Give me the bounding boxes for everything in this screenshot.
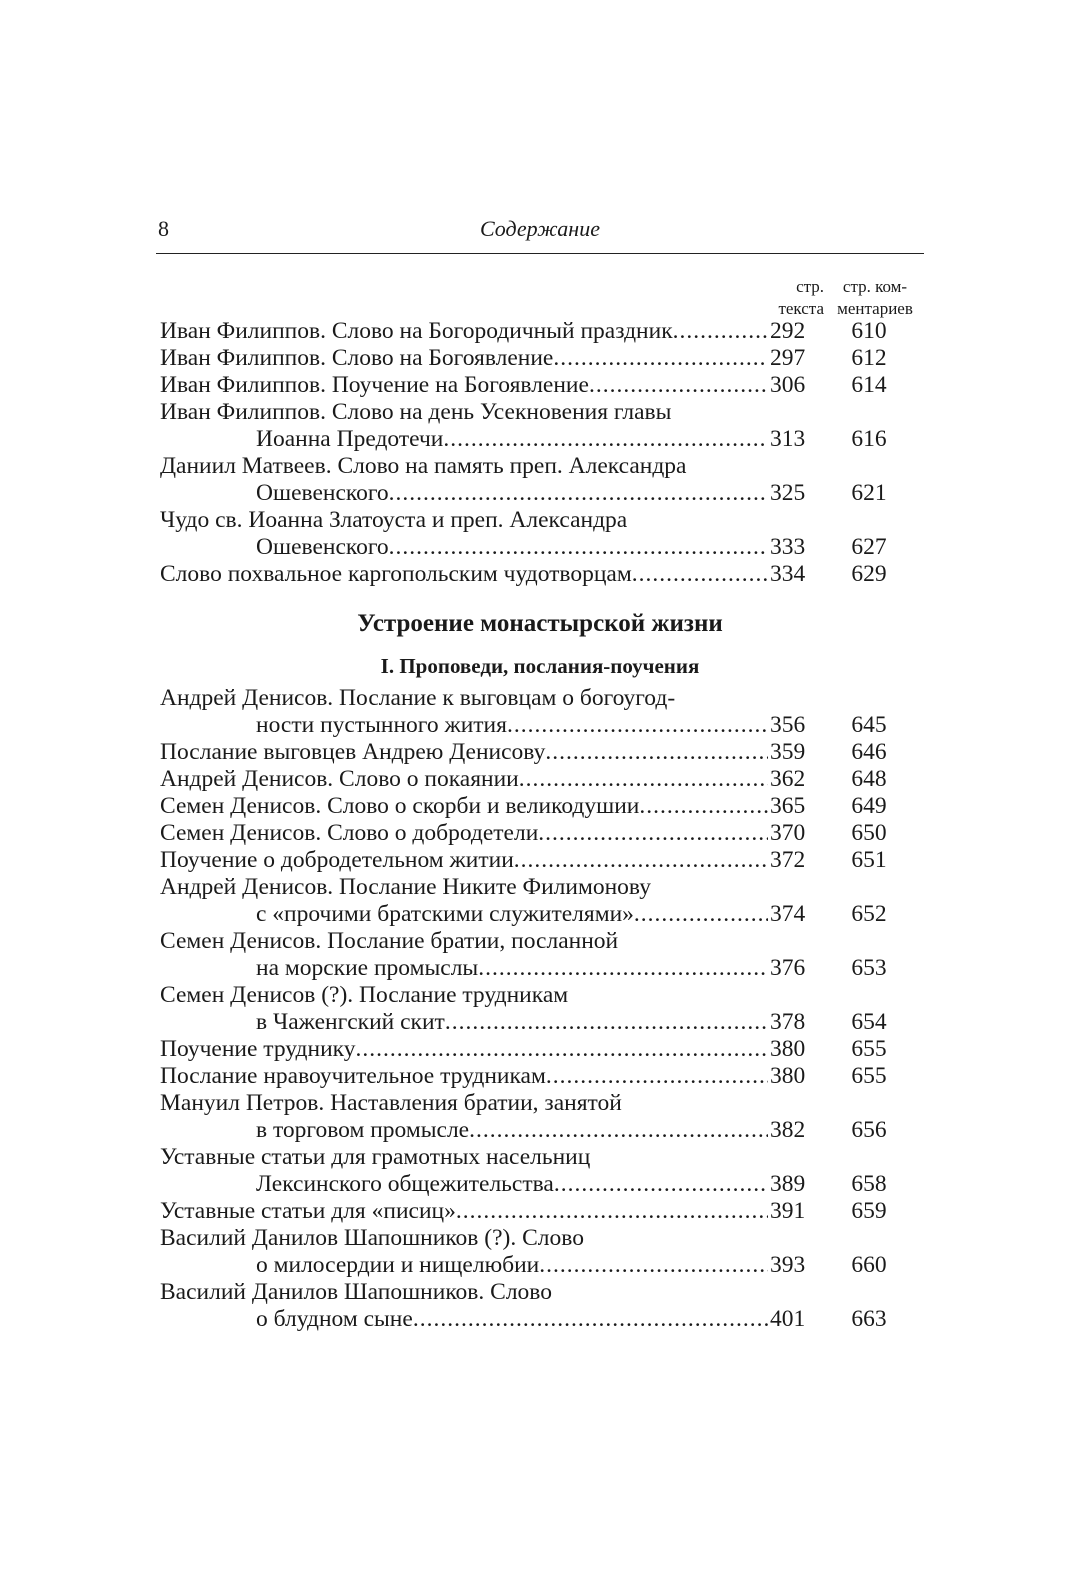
section-title: Устроение монастырской жизни xyxy=(357,610,723,637)
toc-entry-title: Поучение о добродетельном житии xyxy=(160,847,514,873)
text-page-number: 374 xyxy=(770,901,806,927)
comment-page-number: 614 xyxy=(851,372,887,398)
toc-entry-last-line xyxy=(160,739,930,766)
toc-entry-last-line xyxy=(160,793,930,820)
dot-leader xyxy=(356,1036,769,1063)
dot-leader xyxy=(519,766,768,793)
comment-page-number: 660 xyxy=(851,1252,887,1278)
toc-entry-title: Ошевенского xyxy=(256,480,389,506)
toc-entry-last-line xyxy=(160,426,930,453)
dot-leader xyxy=(539,1252,768,1279)
dot-leader xyxy=(469,1117,768,1144)
toc-entry-last-line xyxy=(160,318,930,345)
dot-leader xyxy=(545,739,768,766)
text-page-number: 365 xyxy=(770,793,806,819)
toc-entry-last-line xyxy=(160,1009,930,1036)
dot-leader xyxy=(673,318,768,345)
comment-page-number: 651 xyxy=(851,847,887,873)
toc-entry-title: Семен Денисов. Слово о добродетели xyxy=(160,820,539,846)
text-page-number: 391 xyxy=(770,1198,806,1224)
comment-page-number: 610 xyxy=(851,318,887,344)
dot-leader xyxy=(538,820,768,847)
column-head-comment-pages xyxy=(822,276,928,320)
text-page-number: 297 xyxy=(770,345,806,371)
comment-page-number: 627 xyxy=(851,534,887,560)
toc-entry xyxy=(160,561,930,588)
toc-entry-line xyxy=(160,507,930,534)
toc-entry xyxy=(160,685,930,739)
toc-entry-title: в Чаженгский скит xyxy=(256,1009,445,1035)
dot-leader xyxy=(413,1306,768,1333)
text-page-number: 370 xyxy=(770,820,806,846)
toc-entry xyxy=(160,847,930,874)
toc-entry-last-line xyxy=(160,955,930,982)
toc-entry-last-line xyxy=(160,820,930,847)
text-page-number: 313 xyxy=(770,426,806,452)
comment-page-number: 612 xyxy=(851,345,887,371)
toc-entry-last-line xyxy=(160,534,930,561)
toc-entry-title: Послание нравоучительное трудникам xyxy=(160,1063,546,1089)
toc-entry-last-line xyxy=(160,1198,930,1225)
toc-entry-title: Послание выговцев Андрею Денисову xyxy=(160,739,546,765)
running-title: Содержание xyxy=(479,216,600,241)
comment-page-number: 649 xyxy=(851,793,887,819)
text-page-number: 292 xyxy=(770,318,806,344)
text-page-number: 372 xyxy=(770,847,806,873)
text-page-number: 382 xyxy=(770,1117,806,1143)
dot-leader xyxy=(445,1009,768,1036)
text-page-number: 389 xyxy=(770,1171,806,1197)
toc-entry-last-line xyxy=(160,712,930,739)
toc-entry xyxy=(160,1279,930,1333)
toc-entry-title: Василий Данилов Шапошников (?). Слово xyxy=(160,1225,584,1251)
toc-entry-title: Семен Денисов. Послание братии, посланной xyxy=(160,928,619,954)
text-page-number: 380 xyxy=(770,1063,806,1089)
column-head-comment-line2: ментариев xyxy=(837,299,913,318)
toc-entry-title: с «прочими братскими служителями» xyxy=(256,901,634,927)
comment-page-number: 654 xyxy=(851,1009,887,1035)
toc-entry xyxy=(160,345,930,372)
toc-group-2 xyxy=(160,685,930,1333)
toc-entry-line xyxy=(160,453,930,480)
comment-page-number: 646 xyxy=(851,739,887,765)
toc-group-1 xyxy=(160,318,930,588)
toc-entry-title: Даниил Матвеев. Слово на память преп. Александра xyxy=(160,453,687,479)
comment-page-number: 650 xyxy=(851,820,887,846)
toc-entry-title: Слово похвальное каргопольским чудотворцам xyxy=(160,561,632,587)
text-page-number: 333 xyxy=(770,534,806,560)
toc-entry-last-line xyxy=(160,1117,930,1144)
dot-leader xyxy=(589,372,768,399)
dot-leader xyxy=(443,426,768,453)
dot-leader xyxy=(554,1171,768,1198)
toc-entry-last-line xyxy=(160,1306,930,1333)
toc-entry xyxy=(160,820,930,847)
comment-page-number: 655 xyxy=(851,1063,887,1089)
toc-entry xyxy=(160,318,930,345)
dot-leader xyxy=(632,561,768,588)
toc-entry-title: Семен Денисов. Слово о скорби и великодушии xyxy=(160,793,640,819)
toc-entry xyxy=(160,982,930,1036)
toc-entry-title: Уставные статьи для грамотных насельниц xyxy=(160,1144,591,1170)
comment-page-number: 652 xyxy=(851,901,887,927)
text-page-number: 325 xyxy=(770,480,806,506)
toc-entry-last-line xyxy=(160,1036,930,1063)
comment-page-number: 616 xyxy=(851,426,887,452)
comment-page-number: 621 xyxy=(851,480,887,506)
toc-entry-line xyxy=(160,1090,930,1117)
comment-page-number: 645 xyxy=(851,712,887,738)
dot-leader xyxy=(546,1063,768,1090)
page-number: 8 xyxy=(158,216,169,241)
text-page-number: 334 xyxy=(770,561,806,587)
toc-entry-last-line xyxy=(160,1063,930,1090)
toc-entry-title: Уставные статьи для «писиц» xyxy=(160,1198,456,1224)
toc-entry xyxy=(160,1225,930,1279)
toc-entry-title: Иван Филиппов. Слово на Богоявление xyxy=(160,345,554,371)
toc-entry-line xyxy=(160,928,930,955)
toc-entry xyxy=(160,453,930,507)
text-page-number: 380 xyxy=(770,1036,806,1062)
toc-entry xyxy=(160,372,930,399)
text-page-number: 378 xyxy=(770,1009,806,1035)
toc-entry-title: ности пустынного жития xyxy=(256,712,507,738)
text-page-number: 359 xyxy=(770,739,806,765)
toc-entry xyxy=(160,793,930,820)
dot-leader xyxy=(389,480,768,507)
dot-leader xyxy=(478,955,768,982)
toc-entry xyxy=(160,928,930,982)
toc-entry-title: Семен Денисов (?). Послание трудникам xyxy=(160,982,569,1008)
toc-entry-title: Лексинского общежительства xyxy=(256,1171,554,1197)
toc-entry-title: о милосердии и нищелюбии xyxy=(256,1252,540,1278)
toc-entry xyxy=(160,1090,930,1144)
text-page-number: 306 xyxy=(770,372,806,398)
toc-entry-line xyxy=(160,982,930,1009)
text-page-number: 401 xyxy=(770,1306,806,1332)
toc-entry-title: Иоанна Предотечи xyxy=(256,426,444,452)
toc-entry-title: Андрей Денисов. Послание к выговцам о богоугод- xyxy=(160,685,676,711)
toc-entry xyxy=(160,507,930,561)
comment-page-number: 656 xyxy=(851,1117,887,1143)
toc-entry-last-line xyxy=(160,1171,930,1198)
toc-entry xyxy=(160,399,930,453)
toc-entry-last-line xyxy=(160,766,930,793)
toc-entry-title: Андрей Денисов. Слово о покаянии xyxy=(160,766,519,792)
toc-entry-last-line xyxy=(160,901,930,928)
toc-entry-line xyxy=(160,1144,930,1171)
column-head-comment-line1: стр. ком- xyxy=(842,277,908,296)
comment-page-number: 648 xyxy=(851,766,887,792)
toc-entry-line xyxy=(160,1225,930,1252)
dot-leader xyxy=(634,901,768,928)
toc-entry xyxy=(160,739,930,766)
toc-entry-title: Василий Данилов Шапошников. Слово xyxy=(160,1279,552,1305)
toc-entry-line xyxy=(160,874,930,901)
toc-entry-title: в торговом промысле xyxy=(256,1117,470,1143)
toc-entry-last-line xyxy=(160,372,930,399)
dot-leader xyxy=(639,793,768,820)
toc-entry-title: Андрей Денисов. Послание Никите Филимонову xyxy=(160,874,651,900)
text-page-number: 362 xyxy=(770,766,806,792)
comment-page-number: 655 xyxy=(851,1036,887,1062)
toc-entry-title: Мануил Петров. Наставления братии, занятой xyxy=(160,1090,622,1116)
toc-entry-title: Ошевенского xyxy=(256,534,389,560)
toc-entry-title: Иван Филиппов. Поучение на Богоявление xyxy=(160,372,589,398)
comment-page-number: 658 xyxy=(851,1171,887,1197)
section-subtitle: I. Проповеди, послания-поучения xyxy=(380,654,700,678)
toc-entry-line xyxy=(160,399,930,426)
toc-entry xyxy=(160,874,930,928)
toc-entry-last-line xyxy=(160,1252,930,1279)
toc-entry xyxy=(160,1063,930,1090)
toc-entry-title: Иван Филиппов. Слово на день Усекновения главы xyxy=(160,399,672,425)
toc-entry-last-line xyxy=(160,561,930,588)
dot-leader xyxy=(514,847,768,874)
text-page-number: 393 xyxy=(770,1252,806,1278)
text-page-number: 356 xyxy=(770,712,806,738)
comment-page-number: 659 xyxy=(851,1198,887,1224)
dot-leader xyxy=(553,345,768,372)
toc-entry-last-line xyxy=(160,847,930,874)
comment-page-number: 653 xyxy=(851,955,887,981)
comment-page-number: 663 xyxy=(851,1306,887,1332)
toc-entry-line xyxy=(160,1279,930,1306)
toc-entry-title: на морские промыслы xyxy=(256,955,479,981)
toc-entry xyxy=(160,1144,930,1198)
comment-page-number: 629 xyxy=(851,561,887,587)
dot-leader xyxy=(507,712,768,739)
toc-entry-last-line xyxy=(160,345,930,372)
toc-entry-title: Иван Филиппов. Слово на Богородичный праздник xyxy=(160,318,673,344)
toc-entry-line xyxy=(160,685,930,712)
column-head-text-pages xyxy=(752,276,824,320)
dot-leader xyxy=(389,534,768,561)
header-rule xyxy=(156,253,924,254)
toc-entry-title: о блудном сыне xyxy=(256,1306,413,1332)
toc-entry-title: Чудо св. Иоанна Златоуста и преп. Александра xyxy=(160,507,628,533)
toc-entry-last-line xyxy=(160,480,930,507)
toc-entry xyxy=(160,1198,930,1225)
dot-leader xyxy=(456,1198,768,1225)
toc-entry xyxy=(160,1036,930,1063)
toc-entry xyxy=(160,766,930,793)
column-head-text-line2: текста xyxy=(778,299,824,318)
column-head-text-line1: стр. xyxy=(796,277,824,296)
text-page-number: 376 xyxy=(770,955,806,981)
toc-entry-title: Поучение труднику xyxy=(160,1036,356,1062)
